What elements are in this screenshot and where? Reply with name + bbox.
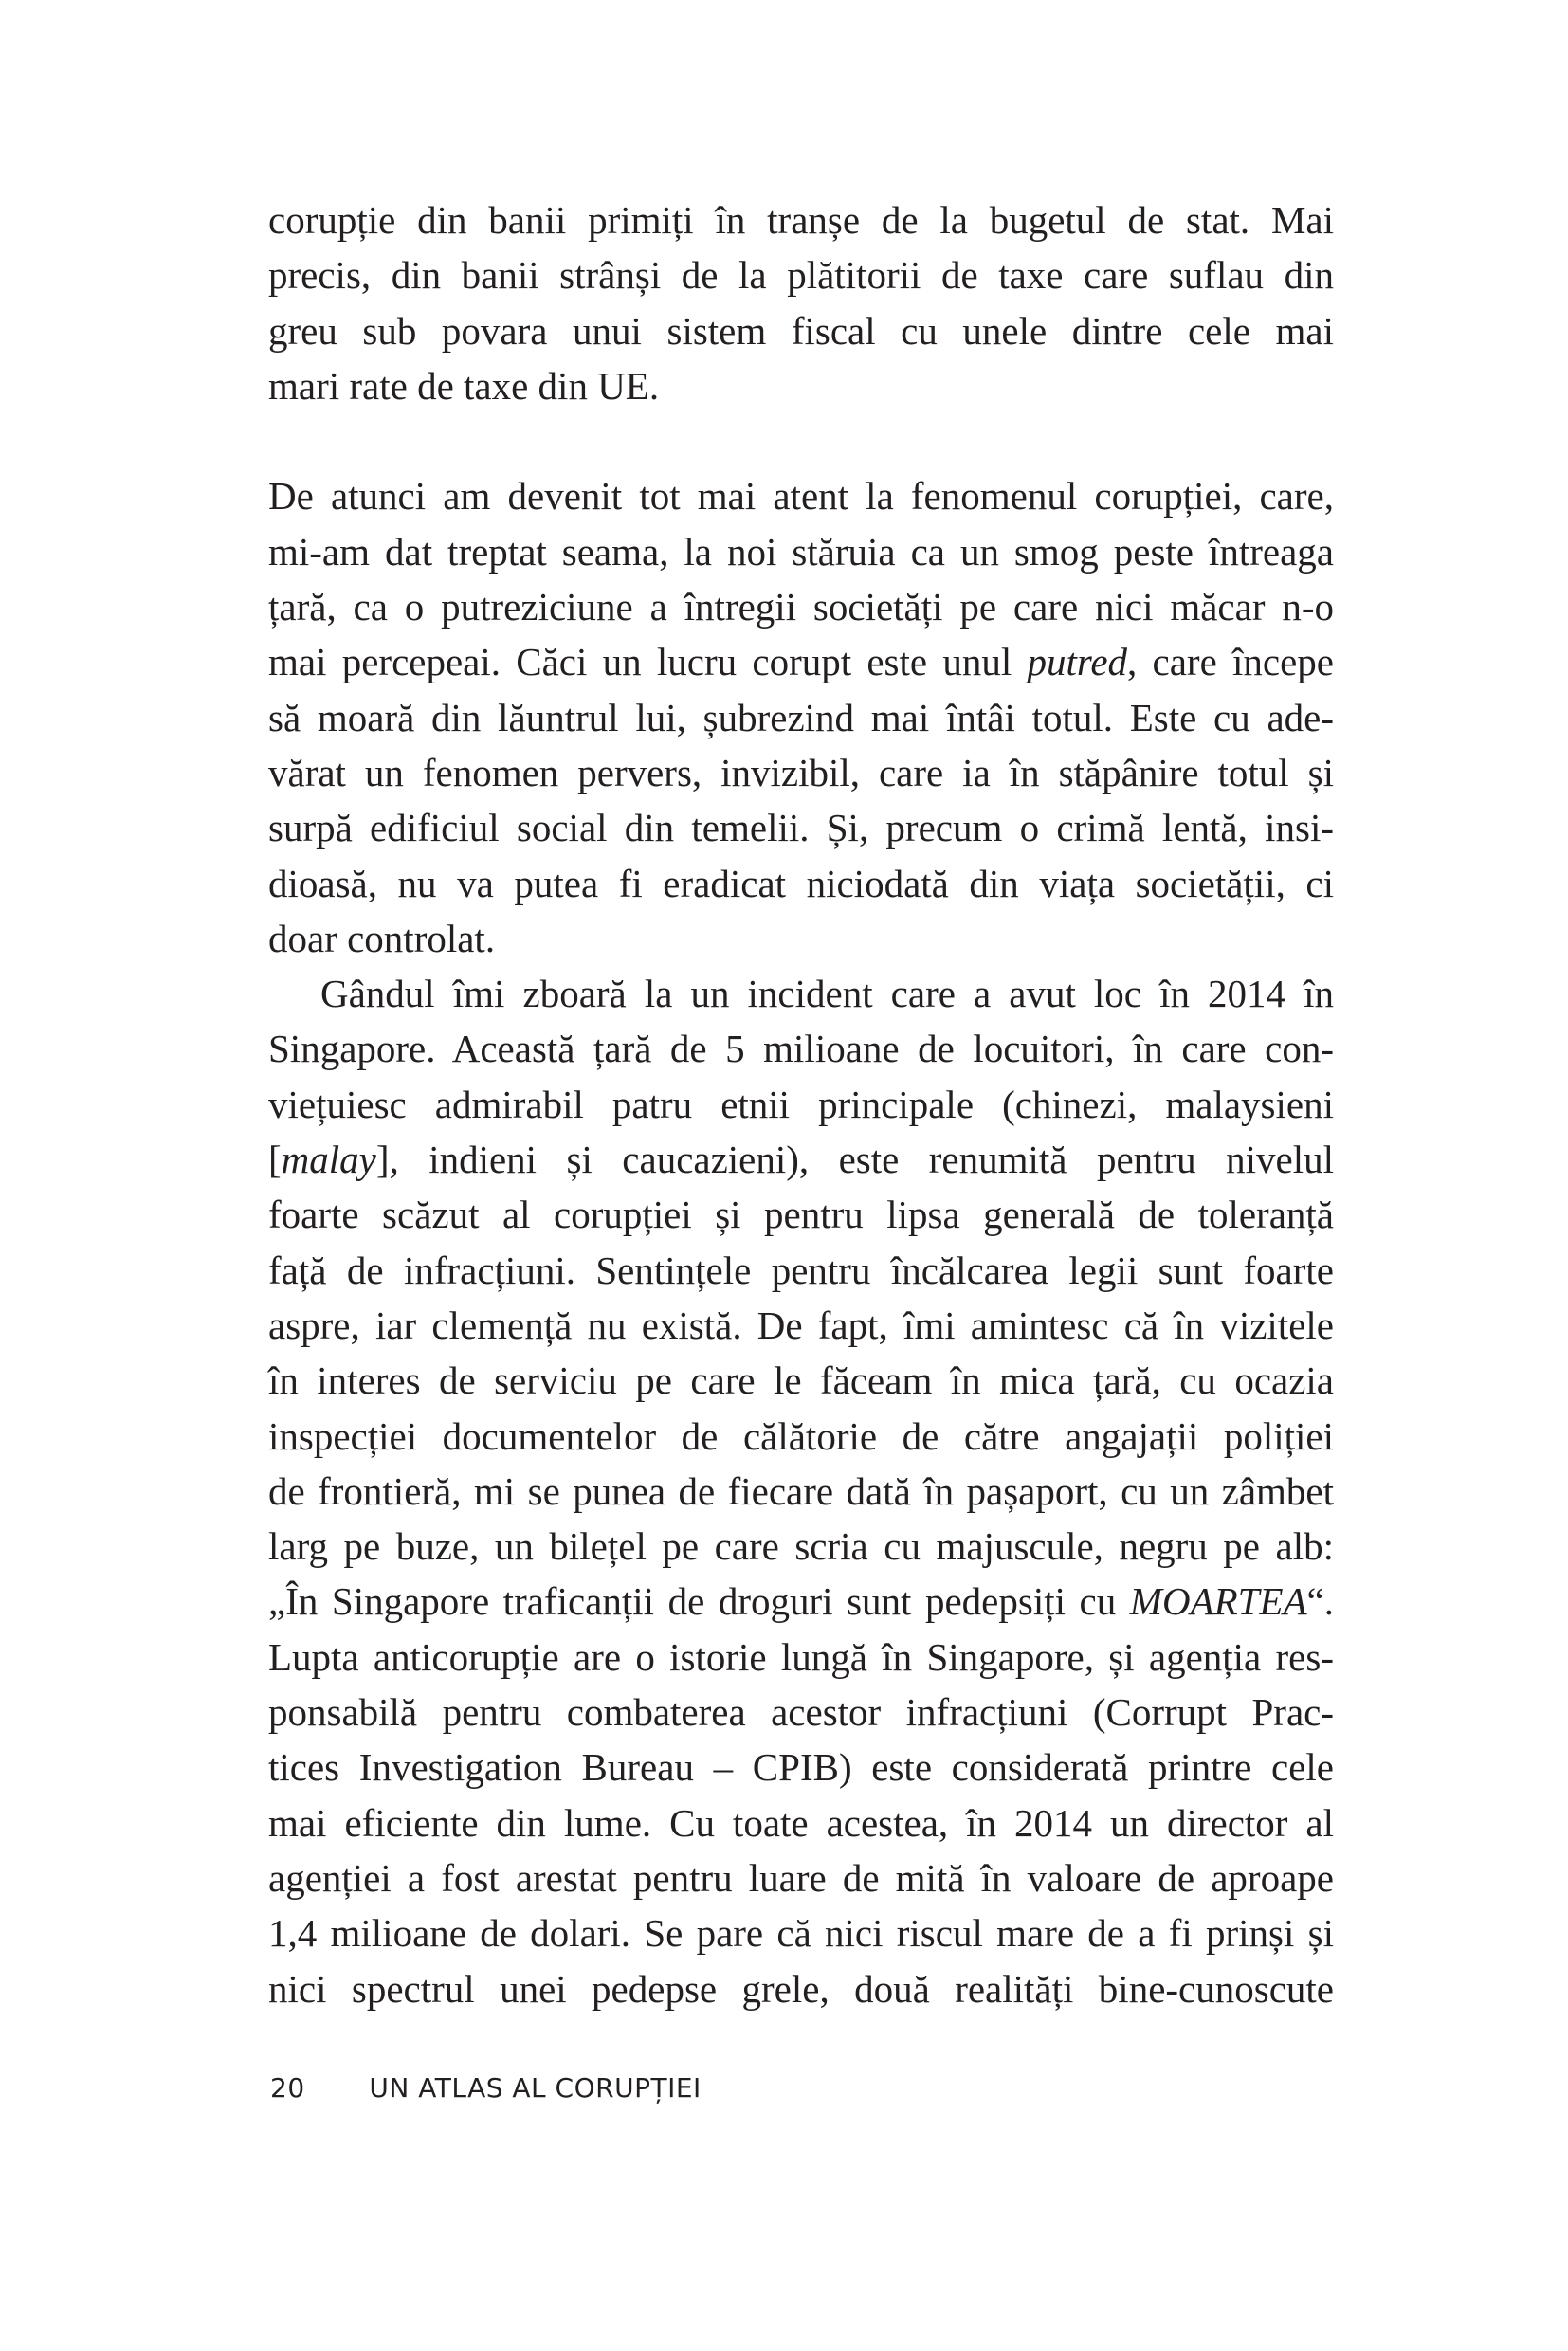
text-line: Lupta anticorupție are o istorie lungă în Singapore, și agenția res- xyxy=(268,1634,1334,1679)
text-line: dioasă, nu va putea fi eradicat niciodată din viața societății, ci xyxy=(268,861,1334,905)
text-line: mari rate de taxe din UE. xyxy=(268,363,660,408)
text-line-with-italic xyxy=(268,1574,1334,1629)
text-line: De atunci am devenit tot mai atent la fenomenul corupției, care, xyxy=(268,474,1334,519)
text-line: viețuiesc admirabil patru etnii principale (chinezi, malaysieni xyxy=(268,1082,1334,1126)
text-line: doar controlat. xyxy=(268,916,496,960)
text-span: , care începe xyxy=(1127,640,1335,684)
text-line: surpă edificiul social din temelii. Și, precum o crimă lentă, insi- xyxy=(268,806,1334,850)
page-footer xyxy=(270,2072,702,2104)
text-line: Gândul îmi zboară la un incident care a avut loc în 2014 în xyxy=(320,972,1334,1016)
paragraph-1 xyxy=(268,192,1334,413)
text-line-with-italic xyxy=(268,634,1334,689)
running-title: UN ATLAS AL CORUPȚIEI xyxy=(369,2072,702,2104)
italic-word: MOARTEA xyxy=(1129,1579,1307,1624)
text-line: ponsabilă pentru combaterea acestor infracțiuni (Corrupt Prac- xyxy=(268,1690,1334,1735)
italic-word: putred xyxy=(1027,640,1128,684)
text-span: [ xyxy=(268,1138,282,1182)
text-span: “. xyxy=(1306,1579,1334,1624)
text-line: față de infracțiuni. Sentințele pentru încălcarea legii sunt foarte xyxy=(268,1248,1334,1292)
text-line: țară, ca o putreziciune a întregii societăți pe care nici măcar n-o xyxy=(268,585,1334,629)
text-span: ], indieni și caucazieni), este renumită pentru nivelul xyxy=(375,1138,1334,1182)
text-line: inspecției documentelor de călătorie de către angajații poliției xyxy=(268,1413,1334,1458)
text-line: de frontieră, mi se punea de fiecare dată în pașaport, cu un zâmbet xyxy=(268,1468,1334,1513)
text-line: mai eficiente din lume. Cu toate acestea, în 2014 un director al xyxy=(268,1800,1334,1845)
text-line: larg pe buze, un bilețel pe care scria cu majuscule, negru pe alb: xyxy=(268,1524,1334,1569)
text-line: corupție din banii primiți în tranșe de la bugetul de stat. Mai xyxy=(268,198,1334,242)
paragraph-2 xyxy=(268,468,1334,966)
text-line: precis, din banii strânși de la plătitorii de taxe care suflau din xyxy=(268,253,1334,298)
text-line: mi-am dat treptat seama, la noi stăruia ca un smog peste întreaga xyxy=(268,529,1334,574)
text-line: în interes de serviciu pe care le făceam în mica țară, cu ocazia xyxy=(268,1358,1334,1403)
text-line-with-italic xyxy=(268,1132,1334,1187)
text-line: 1,4 milioane de dolari. Se pare că nici riscul mare de a fi prinși și xyxy=(268,1911,1334,1956)
text-line: Singapore. Această țară de 5 milioane de locuitori, în care con- xyxy=(268,1027,1334,1071)
paragraph-3 xyxy=(268,966,1334,2016)
body-text xyxy=(268,192,1334,2016)
text-line: foarte scăzut al corupției și pentru lipsa generală de toleranță xyxy=(268,1193,1334,1237)
text-line: aspre, iar clemență nu există. De fapt, îmi amintesc că în vizitele xyxy=(268,1303,1334,1347)
text-line: tices Investigation Bureau – CPIB) este considerată printre cele xyxy=(268,1745,1334,1790)
italic-word: malay xyxy=(281,1138,376,1182)
text-span: „În Singapore traficanții de droguri sunt pedepsiți cu xyxy=(268,1579,1130,1624)
text-line: vărat un fenomen pervers, invizibil, care ia în stăpânire totul și xyxy=(268,750,1334,794)
text-line: agenției a fost arestat pentru luare de mită în valoare de aproape xyxy=(268,1855,1334,1900)
page-number: 20 xyxy=(270,2072,305,2104)
text-line: nici spectrul unei pedepse grele, două realități bine-cunoscute xyxy=(268,1966,1334,2011)
text-span: mai percepeai. Căci un lucru corupt este unul xyxy=(268,640,1028,684)
text-line: greu sub povara unui sistem fiscal cu unele dintre cele mai xyxy=(268,308,1334,353)
text-line: să moară din lăuntrul lui, șubrezind mai întâi totul. Este cu ade- xyxy=(268,695,1334,739)
